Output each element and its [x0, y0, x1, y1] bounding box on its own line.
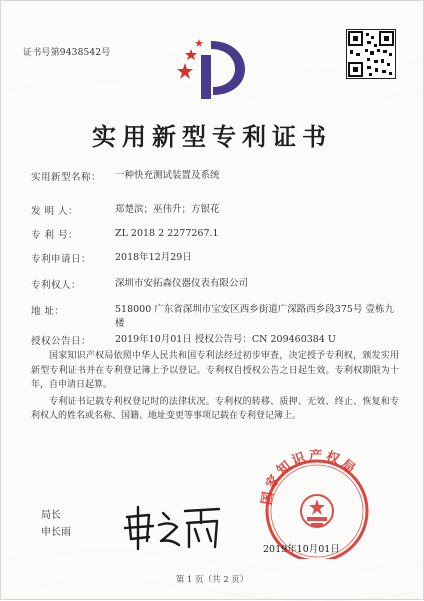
signatory-name: 申长雨: [41, 527, 71, 538]
handwritten-signature: [119, 501, 224, 553]
certificate-fields: [31, 169, 401, 351]
field-row-patentee: [31, 277, 401, 303]
certificate-body: [31, 349, 399, 426]
cnipa-logo-icon: [171, 33, 251, 103]
field-row-patent-number: [31, 227, 401, 251]
field-label: 地 址：: [31, 306, 65, 317]
field-label: 实用新型名称：: [31, 172, 102, 183]
signatory-title: 局长: [41, 510, 61, 521]
qr-code-icon: [346, 29, 396, 79]
body-paragraph: 国家知识产权局依照中华人民共和国专利法经过初步审查，决定授予专利权，颁发实用新型专利证书并在专利登记簿上予以登记。专利权自授权公告之日起生效。专利权期限为十年，自申请日起算。: [31, 351, 399, 390]
field-value: 2019年10月01日 授权公告号：CN 209460384 U: [115, 334, 336, 345]
field-label: 专利申请日：: [31, 254, 92, 265]
certificate-number: 证书号第9438542号: [23, 48, 111, 58]
issue-date: 2019年10月01日: [263, 544, 340, 555]
field-label: 发 明 人：: [31, 206, 79, 217]
field-label: 授权公告日：: [31, 336, 92, 347]
field-value: 郑楚滨；巫伟升；方银花: [115, 204, 220, 215]
field-row-name: [31, 169, 401, 203]
page-number: 第 1 页（共 2 页）: [175, 575, 249, 585]
body-paragraph: 专利证书记载专利权登记时的法律状况。专利权的转移、质押、无效、终止、恢复和专利权人的姓名或名称、国籍、地址变更等事项记载在专利登记簿上。: [31, 396, 399, 421]
field-label: 专利权人：: [31, 280, 82, 291]
page-title: 实用新型专利证书: [92, 122, 332, 151]
field-row-address: [31, 303, 401, 333]
field-label: 专 利 号：: [31, 230, 79, 241]
field-value: ZL 2018 2 2277267.1: [115, 228, 219, 239]
field-row-inventor: [31, 203, 401, 227]
field-value: 518000 广东省深圳市宝安区西乡街道广深路西乡段375号 壹栋九楼: [115, 304, 394, 329]
field-value: 深圳市安拓森仪器仪表有限公司: [115, 278, 249, 289]
field-value: 2018年12月29日: [115, 252, 192, 263]
field-row-application-date: [31, 251, 401, 277]
seal-text: 国家知识产权局: [259, 449, 360, 507]
field-value: 一种快充测试装置及系统: [115, 170, 220, 181]
